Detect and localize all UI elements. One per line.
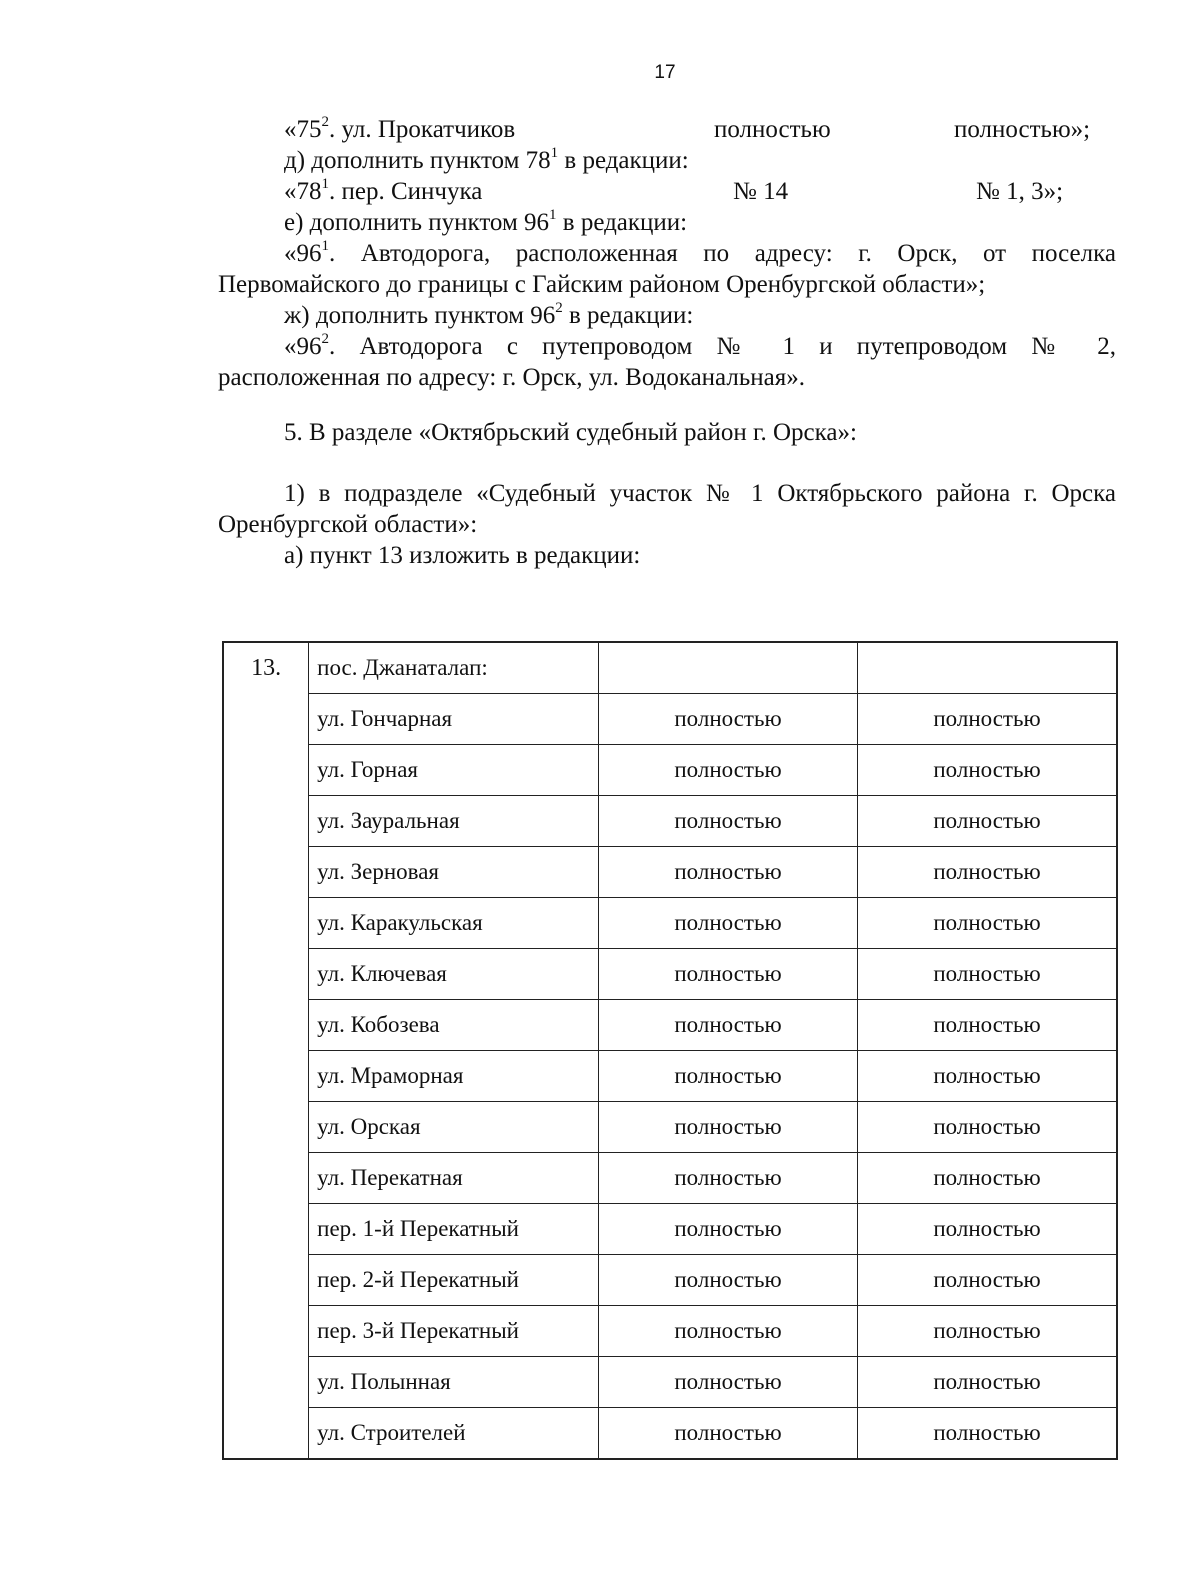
street-name-cell: ул. Ключевая [309, 949, 599, 1000]
coverage-cell-1: полностью [599, 694, 858, 745]
amendment-line-96-1-cont: Первомайского до границы с Гайским районом Оренбургской области»; [218, 271, 986, 298]
line-text: «$78^1$. пер. Синчука [284, 175, 483, 205]
coverage-cell-1: полностью [599, 1102, 858, 1153]
table-row [223, 847, 1117, 898]
street-name-cell: ул. Строителей [309, 1408, 599, 1460]
item-number: 13. [223, 642, 309, 1459]
coverage-cell-2: полностью [857, 949, 1117, 1000]
section-5-heading: 5. В разделе «Октябрьский судебный район г. Орска»: [284, 419, 857, 446]
street-name-cell: ул. Перекатная [309, 1153, 599, 1204]
table-row [223, 694, 1117, 745]
coverage-cell-1: полностью [599, 898, 858, 949]
street-name-cell: пос. Джанаталап: [309, 642, 599, 694]
coverage-cell-2: полностью [857, 847, 1117, 898]
subsection-1-line: 1) в подразделе «Судебный участок № 1 Октябрьского района г. Орска [284, 480, 1116, 507]
line-text: «$75^2$. ул. Прокатчиков [284, 113, 516, 143]
street-name-cell: ул. Кобозева [309, 1000, 599, 1051]
amendment-line-78-1 [218, 176, 1116, 207]
coverage-cell-2: полностью [857, 1306, 1117, 1357]
street-name-cell: ул. Гончарная [309, 694, 599, 745]
coverage-cell-1: полностью [599, 949, 858, 1000]
table-row [223, 898, 1117, 949]
coverage-cell-1: полностью [599, 1204, 858, 1255]
coverage-cell-2: полностью [857, 1102, 1117, 1153]
coverage-cell-2: полностью [857, 1153, 1117, 1204]
table-row [223, 642, 1117, 694]
coverage-cell-1: полностью [599, 1306, 858, 1357]
line-middle-value: полностью [714, 116, 831, 143]
table-row [223, 1255, 1117, 1306]
street-name-cell: ул. Зерновая [309, 847, 599, 898]
coverage-cell-2: полностью [857, 1051, 1117, 1102]
table-row [223, 1000, 1117, 1051]
coverage-cell-1 [599, 642, 858, 694]
coverage-cell-1: полностью [599, 847, 858, 898]
table-row [223, 1102, 1117, 1153]
table-row [223, 1051, 1117, 1102]
coverage-cell-2: полностью [857, 745, 1117, 796]
amendment-line-96-1: «$96^1$. Автодорога, расположенная по адресу: г. Орск, от поселка [284, 237, 1116, 267]
street-name-cell: ул. Каракульская [309, 898, 599, 949]
coverage-cell-1: полностью [599, 1153, 858, 1204]
line-end-value: № 1, 3»; [976, 178, 1064, 205]
street-name-cell: пер. 3-й Перекатный [309, 1306, 599, 1357]
coverage-cell-1: полностью [599, 1000, 858, 1051]
street-name-cell: ул. Мраморная [309, 1051, 599, 1102]
coverage-cell-1: полностью [599, 1051, 858, 1102]
instruction-line-e: е) дополнить пунктом $96^1$ в редакции: [284, 206, 688, 236]
table-row [223, 745, 1117, 796]
street-name-cell: ул. Горная [309, 745, 599, 796]
subsection-1-cont: Оренбургской области»: [218, 511, 478, 538]
table-row [223, 1306, 1117, 1357]
item-a-line: а) пункт 13 изложить в редакции: [284, 542, 641, 569]
coverage-cell-2: полностью [857, 1204, 1117, 1255]
table-row [223, 1153, 1117, 1204]
street-name-cell: ул. Полынная [309, 1357, 599, 1408]
amendment-line-96-2: «$96^2$. Автодорога с путепроводом № 1 и путепроводом № 2, [284, 330, 1116, 360]
amendment-line-75-2 [218, 114, 1116, 145]
street-name-cell: пер. 2-й Перекатный [309, 1255, 599, 1306]
coverage-cell-2: полностью [857, 1408, 1117, 1460]
amendment-line-96-2-cont: расположенная по адресу: г. Орск, ул. Водоканальная». [218, 364, 805, 391]
coverage-cell-1: полностью [599, 796, 858, 847]
table-row [223, 1204, 1117, 1255]
coverage-cell-1: полностью [599, 1357, 858, 1408]
coverage-cell-2: полностью [857, 694, 1117, 745]
street-name-cell: ул. Орская [309, 1102, 599, 1153]
page-number: 17 [654, 62, 676, 83]
instruction-line-zh: ж) дополнить пунктом $96^2$ в редакции: [284, 299, 694, 329]
table-row [223, 949, 1117, 1000]
street-name-cell: ул. Зауральная [309, 796, 599, 847]
coverage-cell-2: полностью [857, 796, 1117, 847]
coverage-cell-1: полностью [599, 1408, 858, 1460]
table-row [223, 1408, 1117, 1460]
coverage-cell-1: полностью [599, 1255, 858, 1306]
table-row [223, 796, 1117, 847]
instruction-line-d: д) дополнить пунктом $78^1$ в редакции: [284, 144, 689, 174]
coverage-cell-2: полностью [857, 898, 1117, 949]
street-name-cell: пер. 1-й Перекатный [309, 1204, 599, 1255]
coverage-cell-2: полностью [857, 1000, 1117, 1051]
coverage-cell-2 [857, 642, 1117, 694]
coverage-cell-1: полностью [599, 745, 858, 796]
coverage-cell-2: полностью [857, 1255, 1117, 1306]
document-body [218, 114, 1116, 571]
coverage-cell-2: полностью [857, 1357, 1117, 1408]
line-end-value: полностью»; [954, 116, 1091, 143]
line-middle-value: № 14 [733, 178, 789, 205]
table-row [223, 1357, 1117, 1408]
item-13-table [222, 641, 1118, 1460]
